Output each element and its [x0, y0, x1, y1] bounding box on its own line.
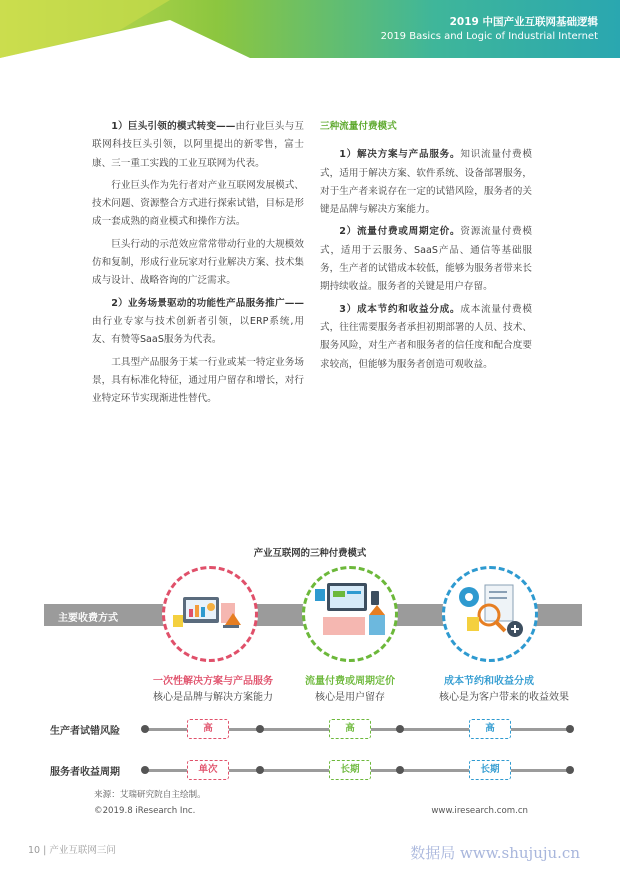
mode2-circle — [302, 566, 398, 662]
mode1-desc: 核心是品牌与解决方案能力 — [153, 692, 273, 703]
left-paragraph-3: 巨头行动的示范效应常常带动行业的大规模效仿和复制，形成行业玩家对行业解决方案、技术集成与设计、战略咨询的广泛需求。 — [92, 238, 304, 287]
mode1-title: 一次性解决方案与产品服务 — [153, 676, 273, 687]
mode3-risk-tag: 高 — [469, 719, 511, 739]
producer-risk-dot-2 — [396, 725, 404, 733]
service-cycle-label: 服务者收益周期 — [50, 767, 120, 778]
left-paragraph-5: 工具型产品服务于某一行业或某一特定业务场景，具有标准化特征，通过用户留存和增长，对行业特定环节实现渐进性替代。 — [92, 356, 304, 405]
devices-illustration-icon — [305, 569, 395, 659]
source-note: 来源：艾瑞研究院自主绘制。 — [94, 790, 206, 800]
mode3-cycle-tag: 长期 — [469, 760, 511, 780]
revenue-method-label: 主要收费方式 — [58, 613, 118, 624]
watermark: 数据局 www.shujuju.cn — [410, 844, 580, 862]
copyright: ©2019.8 iResearch Inc. — [94, 806, 196, 816]
left-paragraph-4: 2）业务场景驱动的功能性产品服务推广——由行业专家与技术创新者引领，以ERP系统,用友、有赞等SaaS服务为代表。 — [92, 297, 304, 346]
mode2-cycle-tag: 长期 — [329, 760, 371, 780]
service-cycle-end-dot — [566, 766, 574, 774]
site-link[interactable]: www.iresearch.com.cn — [431, 806, 528, 816]
right-paragraph-1: 1）解决方案与产品服务。知识流量付费模式，适用于解决方案、软件系统、设备部署服务，对于生产者来说存在一定的试错风险，服务者的关键是品牌与解决方案能力。 — [320, 149, 532, 216]
right-paragraph-3: 3）成本节约和收益分成。成本流量付费模式，往往需要服务者承担初期部署的人员、技术、服务风险，对生产者和服务者的信任度和配合度要求较高，但能够为服务者创造可观收益。 — [320, 303, 532, 370]
header-subtitle: 2019 Basics and Logic of Industrial Internet — [380, 31, 598, 42]
infographic-title: 产业互联网的三种付费模式 — [253, 548, 367, 559]
left-column — [92, 118, 304, 412]
mode2-risk-tag: 高 — [329, 719, 371, 739]
mode2-desc: 核心是用户留存 — [315, 692, 385, 703]
service-cycle-dot-2 — [396, 766, 404, 774]
mode1-circle — [162, 566, 258, 662]
producer-risk-start-dot — [141, 725, 149, 733]
mode3-circle — [442, 566, 538, 662]
page-footer: 10 | 产业互联网三问 — [28, 845, 116, 856]
search-document-illustration-icon — [445, 569, 535, 659]
right-column — [320, 118, 532, 378]
header-title: 2019 中国产业互联网基础逻辑 — [449, 16, 598, 28]
left-paragraph-2: 行业巨头作为先行者对产业互联网发展模式、技术问题、资源整合方式进行探索试错，目标是形成一套成熟的商业模式和操作方法。 — [92, 179, 304, 228]
producer-risk-dot-1 — [256, 725, 264, 733]
right-heading: 三种流量付费模式 — [320, 121, 397, 132]
right-paragraph-2: 2）流量付费或周期定价。资源流量付费模式，适用于云服务、SaaS产品、通信等基础服务，生产者的试错成本较低，能够为服务者带来长期持续收益。服务者的关键是用户存留。 — [320, 226, 532, 293]
service-cycle-dot-1 — [256, 766, 264, 774]
header-band — [0, 0, 620, 58]
mode3-title: 成本节约和收益分成 — [444, 676, 534, 687]
mode1-cycle-tag: 单次 — [187, 760, 229, 780]
analytics-illustration-icon — [165, 569, 255, 659]
mode1-risk-tag: 高 — [187, 719, 229, 739]
producer-risk-end-dot — [566, 725, 574, 733]
mode3-desc: 核心是为客户带来的收益效果 — [439, 692, 569, 703]
service-cycle-start-dot — [141, 766, 149, 774]
left-paragraph-1: 1）巨头引领的模式转变——由行业巨头与互联网科技巨头引领，以阿里提出的新零售，富士康、三一重工实践的工业互联网为代表。 — [92, 121, 304, 169]
producer-risk-label: 生产者试错风险 — [50, 726, 120, 737]
mode2-title: 流量付费或周期定价 — [305, 676, 395, 687]
